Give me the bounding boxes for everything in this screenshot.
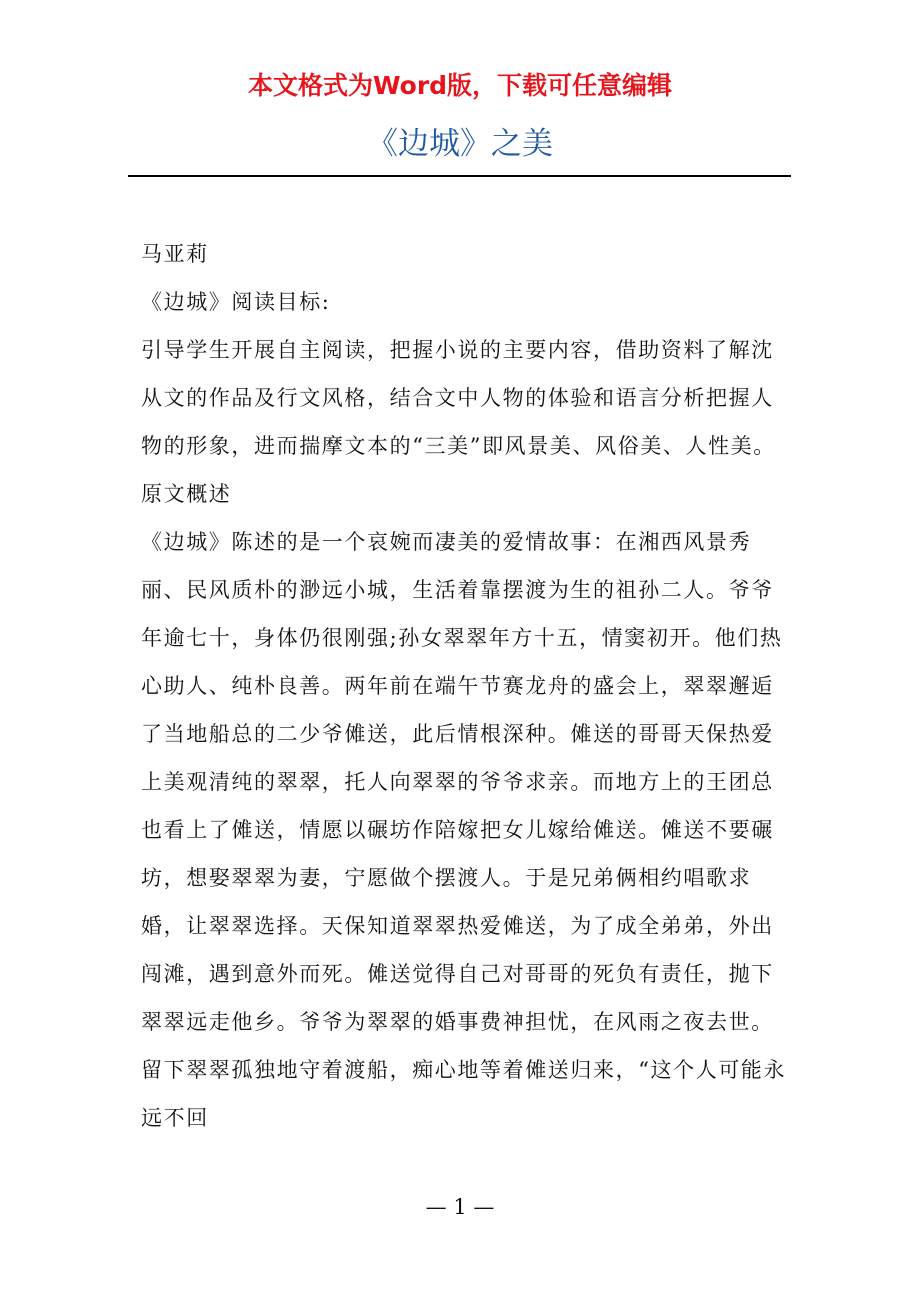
reading-goal-paragraph: 引导学生开展自主阅读，把握小说的主要内容，借助资料了解沈从文的作品及行文风格，结合文中人物的体验和语言分析把握人物的形象，进而揣摩文本的“三美”即风景美、风俗美、人性美。 (141, 338, 776, 458)
reading-goal-heading: 《边城》阅读目标: (141, 290, 331, 314)
document-body (141, 230, 791, 1142)
download-banner: 本文格式为Word版，下载可任意编辑 (247, 71, 673, 100)
document-title: 《边城》之美 (367, 126, 553, 162)
summary-paragraph: 《边城》陈述的是一个哀婉而凄美的爱情故事：在湘西风景秀丽、民风质朴的渺远小城，生活着靠摆渡为生的祖孙二人。爷爷年逾七十，身体仍很刚强;孙女翠翠年方十五，情窦初开。他们热心助人、纯朴良善。两年前在端午节赛龙舟的盛会上，翠翠邂逅了当地船总的二少爷傩送，此后情根深种。傩送的哥哥天保热爱上美观清纯的翠翠，托人向翠翠的爷爷求亲。而地方上的王团总也看上了傩送，情愿以碾坊作陪嫁把女儿嫁给傩送。傩送不要碾坊，想娶翠翠为妻，宁愿做个摆渡人。于是兄弟俩相约唱歌求婚，让翠翠选择。天保知道翠翠热爱傩送，为了成全弟弟，外出闯滩，遇到意外而死。傩送觉得自己对哥哥的死负有责任，抛下翠翠远走他乡。爷爷为翠翠的婚事费神担忧，在风雨之夜去世。留下翠翠孤独地守着渡船，痴心地等着傩送归来，“这个人可能永远不回 (141, 530, 787, 1130)
page-number: — 1 — (425, 1195, 495, 1219)
author-name: 马亚莉 (141, 242, 209, 266)
summary-heading: 原文概述 (141, 482, 232, 506)
header-divider (128, 175, 791, 177)
